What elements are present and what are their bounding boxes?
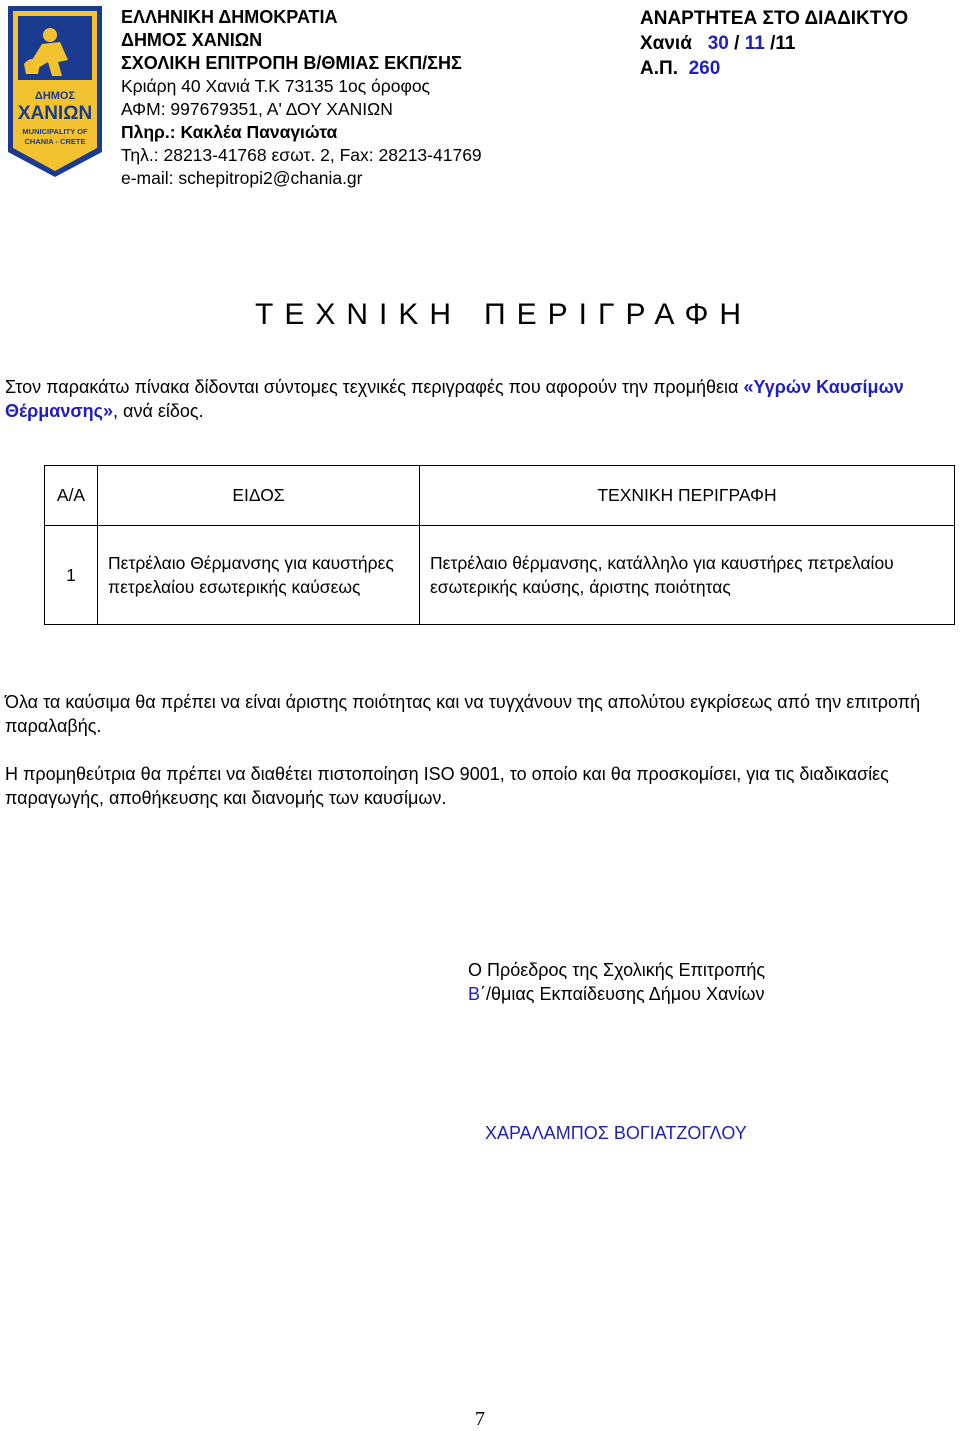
page-number: 7	[475, 1408, 485, 1430]
protocol-label: Α.Π.	[640, 58, 678, 79]
title-word-2: ΠΕΡΙΓΡΑΦΗ	[484, 298, 753, 331]
publish-notice: ΑΝΑΡΤΗΤΕΑ ΣΤΟ ΔΙΑΔΙΚΤΥΟ	[640, 8, 909, 29]
header-item: ΕΙΔΟΣ	[98, 466, 420, 526]
document-meta	[640, 6, 908, 81]
sender-line-1: ΕΛΛΗΝΙΚΗ ΔΗΜΟΚΡΑΤΙΑ	[121, 7, 338, 27]
sender-tax-id: ΑΦΜ: 997679351, Α' ΔΟΥ ΧΑΝΙΩΝ	[121, 99, 393, 119]
date-year: /11	[764, 33, 796, 54]
header-description: ΤΕΧΝΙΚΗ ΠΕΡΙΓΡΑΦΗ	[420, 466, 955, 526]
signatory-body-prefix: Β	[468, 984, 481, 1004]
protocol-value: 260	[688, 58, 721, 79]
logo-text-main: ΧΑΝΙΩΝ	[17, 103, 93, 124]
table-header-row	[45, 466, 955, 526]
signatory-name: ΧΑΡΑΛΑΜΠΟΣ ΒΟΓΙΑΤΖΟΓΛΟΥ	[485, 1123, 747, 1143]
title-word-1: ΤΕΧΝΙΚΗ	[255, 298, 463, 331]
sender-line-3: ΣΧΟΛΙΚΗ ΕΠΙΤΡΟΠΗ Β/ΘΜΙΑΣ ΕΚΠ/ΣΗΣ	[121, 53, 462, 73]
sender-email: e-mail: schepitropi2@chania.gr	[121, 168, 363, 188]
protocol-number	[640, 56, 908, 81]
figure-head-icon	[43, 28, 57, 42]
specification-table	[44, 465, 955, 625]
sender-phone: Τηλ.: 28213-41768 εσωτ. 2, Fax: 28213-41769	[121, 145, 482, 165]
intro-paragraph	[5, 375, 955, 423]
note-certification: Η προμηθεύτρια θα πρέπει να διαθέτει πιστοποίηση ISO 9001, το οποίο και θα προσκομίσει, για τις διαδικασίες παραγωγής, αποθήκευσης και διανομής των καυσίμων.	[5, 764, 889, 808]
sender-block	[121, 6, 482, 190]
document-date	[640, 31, 908, 56]
notes-block	[5, 690, 960, 834]
date-separator: /	[728, 33, 745, 54]
cell-item: Πετρέλαιο Θέρμανσης για καυστήρες πετρελαίου εσωτερικής καύσεως	[98, 526, 420, 625]
logo-text-top: ΔΗΜΟΣ	[34, 90, 76, 102]
date-month: 11	[744, 33, 765, 54]
municipality-logo	[2, 2, 108, 180]
signatory-role: Ο Πρόεδρος της Σχολικής Επιτροπής	[468, 960, 766, 980]
cell-aa: 1	[45, 526, 98, 625]
intro-tail: , ανά είδος.	[113, 401, 204, 421]
cell-description: Πετρέλαιο θέρμανσης, κατάλληλο για καυστήρες πετρελαίου εσωτερικής καύσης, άριστης ποιότητας	[420, 526, 955, 625]
intro-open-quote: «	[743, 377, 754, 397]
intro-close-quote: »	[103, 401, 114, 421]
logo-text-sub1: MUNICIPALITY OF	[22, 127, 88, 136]
signatory-body	[468, 982, 765, 1006]
sender-contact-person: Πληρ.: Κακλέα Παναγιώτα	[121, 122, 338, 142]
signature-block	[468, 958, 765, 1006]
date-day: 30	[707, 33, 729, 54]
sender-address: Κριάρη 40 Χανιά Τ.Κ 73135 1ος όροφος	[121, 76, 430, 96]
intro-text: Στον παρακάτω πίνακα δίδονται σύντομες τεχνικές περιγραφές που αφορούν την προμήθεια	[5, 377, 744, 397]
note-quality: Όλα τα καύσιμα θα πρέπει να είναι άριστης ποιότητας και να τυγχάνουν της απολύτου εγκρίσεως από την επιτροπή παραλαβής.	[5, 692, 921, 736]
header-aa: Α/Α	[45, 466, 98, 526]
date-city: Χανιά	[640, 33, 692, 54]
signatory-body-rest: ΄/θμιας Εκπαίδευσης Δήμου Χανίων	[480, 984, 765, 1004]
municipality-logo-graphic	[2, 2, 108, 180]
table-row	[45, 526, 955, 625]
intro-subject: Υγρών Καυσίμων Θέρμανσης	[5, 377, 904, 421]
logo-text-sub2: CHANIA - CRETE	[24, 137, 86, 146]
sender-line-2: ΔΗΜΟΣ ΧΑΝΙΩΝ	[121, 30, 263, 50]
